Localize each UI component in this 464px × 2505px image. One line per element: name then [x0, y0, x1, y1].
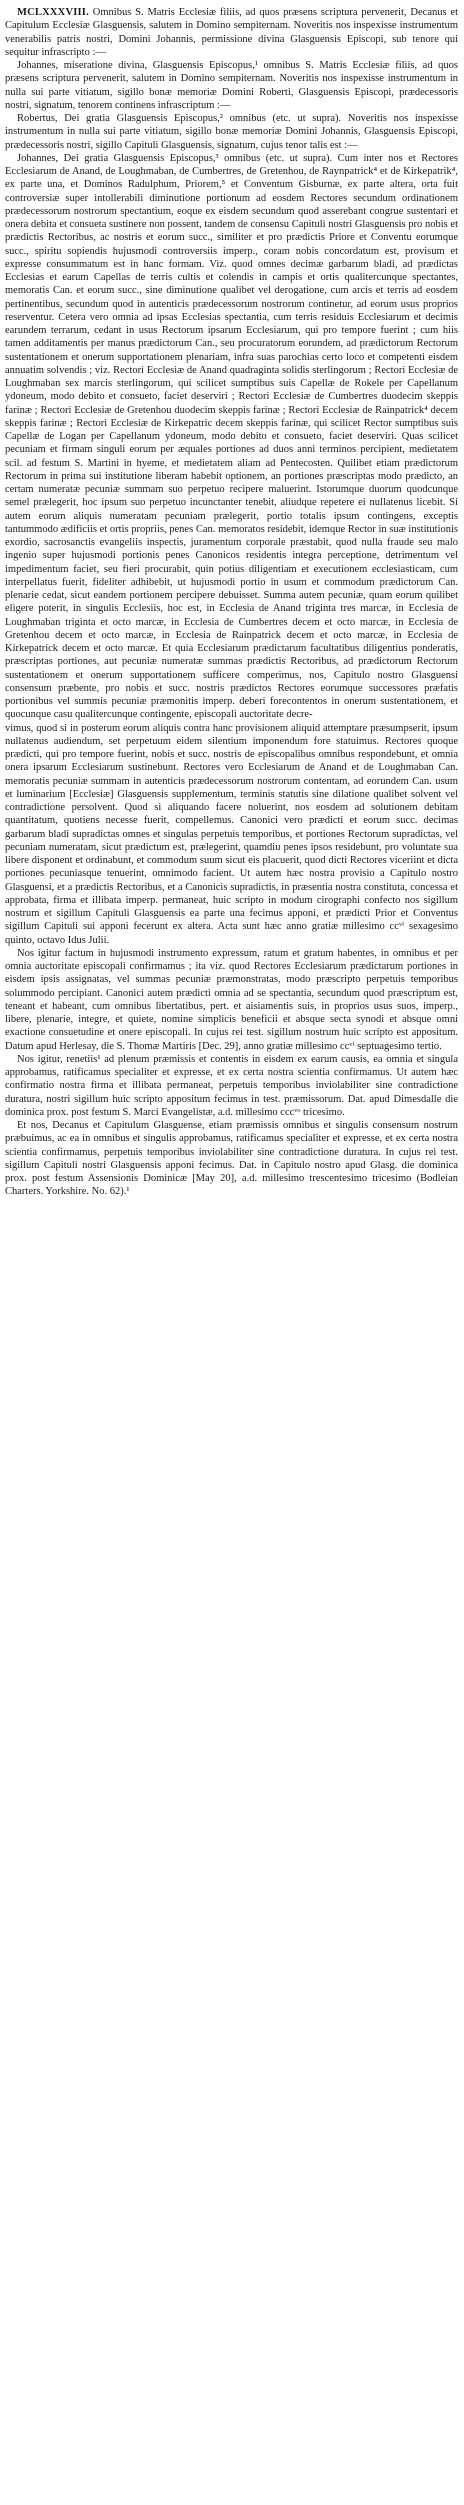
charter-paragraph: Et nos, Decanus et Capitulum Glasguense, etiam præmissis omnibus et singulis consensum nostrum præbuimus, ac ea in omnibus et singulis approbamus, ratificamus specialiter et expresse, et ex certa nostra scientia confirmamus, perpetuis temporibus inviolabiliter sine contradictione duratura. In cujus rei test. sigillum Capituli nostri Glasguensis apponi fecimus. Dat. in Capitulo nostro apud Glasg. die dominica prox. post festum Assensionis Dominicæ [May 20], a.d. millesimo trescentesimo tricesimo (Bodleian Charters. Yorkshire. No. 62).¹ [5, 1120, 458, 1198]
charter-number: MCLXXXVIII. [17, 7, 89, 18]
charter-paragraph: vimus, quod si in posterum eorum aliquis contra hanc provisionem aliquid attemptare præsumpserit, ipsum nullatenus audiendum, set perpetuum eidem silentium imponendum fore statuimus. Rectores quoque prædicti, qui pro tempore fuerint, nobis et succ. nostris de episcopalibus omnibus respondebunt, et omnia onera ipsarum Ecclesiarum sustinebunt. Rectores vero Ecclesiarum de Anand et de Loughmaban Can. memoratis pecuniæ summam in autenticis prædecessorum nostrorum contentam, ad eorundem Can. usum et luminarium [Ecclesiæ] Glasguensis supplementum, terminis statutis sine dilatione qualibet solvent vel contradictione persolvent. Quod si aliquando facere noluerint, nos eosdem ad solutionem debitam quantitatum, quotiens necesse fuerit, compellemus. Canonici vero prædicti et eorum succ. decimas garbarum bladi supradictas omnes et singulas perpetuis temporibus, et portiones Rectorum supradictas, vel pecuniam numeratam, sicut prædictum est, prælegerint, quamdiu penes ipsos residebunt, pro voluntate sua libere disponent et ordinabunt, et commodum suum sicut eis placuerit, quod dicti Rectores viceriint et dicta portiones pecuniasque tenuerint, omnimodo facient. Ut autem hæc nostra provisio a Capitulo nostro Glasguensi, et a prædictis Rectoribus, et a Canonicis supradictis, in præsentia nostra constituta, concessa et approbata, firma et illibata imperp. permaneat, huic scripto in modum cirographi confecto nos sigillum nostrum et sigillum Capituli Glasguensis ea parte una fecimus apponi, et prædicti Prior et Conventus sigillum Capituli sui apponi fecerunt ex altera. Acta sunt hæc anno gratiæ millesimo ccᵛⁱ sexagesimo quinto, octavo Idus Julii. [5, 722, 458, 946]
charter-paragraph: Johannes, miseratione divina, Glasguensis Episcopus,¹ omnibus S. Matris Ecclesiæ filiis, ad quos præsens scriptura pervenerit, salutem in Domino sempiternam. Noveritis nos inspexisse instrumentum in nulla sui parte vitiatum, sigillo bonæ memoriæ Domini Roberti, Glasguensis Episcopi, prædecessoris nostri, signatum, tenorem continens infrascriptum :— [5, 60, 458, 111]
charter-paragraph: Nos igitur factum in hujusmodi instrumento expressum, ratum et gratum habentes, in omnibus et per omnia auctoritate episcopali confirmamus ; ita viz. quod Rectores Ecclesiarum prædictarum portiones in eisdem ipsis assignatas, vel summas pecuniæ præmonstratas, modo præscripto perpetuis temporibus solummodo percipiant. Canonici autem prædicti omnia ad se spectantia, secundum quod præscriptum est, teneant et habeant, cum omnibus libertatibus, pert. et aisiamentis suis, in proprios usus suos, imperp., libere, plenarie, integre, et quiete, nomine simplicis beneficii et absque secta synodi et absque omni exactione consuetudine et onere episcopali. In cujus rei test. sigillum nostrum huic scripto est appositum. Datum apud Herlesay, die S. Thomæ Martiris [Dec. 29], anno gratiæ millesimo ccᵛⁱ septuagesimo tertio. [5, 947, 458, 1052]
paragraph-text: Omnibus S. Matris Ecclesiæ filiis, ad quos præsens scriptura pervenerit, Decanus et Capitulum Ecclesiæ Glasguensis, salutem in Domino sempiternam. Noveritis nos inspexisse instrumentum venerabilis patris nostri, Domini Johannis, permissione divina Glasguensis Episcopi, sub tenore qui sequitur infrascripto :— [5, 7, 458, 58]
charter-paragraph: Nos igitur, renetiis¹ ad plenum præmissis et contentis in eisdem ex earum causis, ea omnia et singula approbamus, ratificamus specialiter et expresse, et ex certa nostra scientia confirmamus. Ut autem hæc confirmatio nostra firma et illibata permaneat, perpetuis temporibus inviolabiliter sine contradictione duratura, nostri sigillum huic scripto appositum fecimus in test. præmissorum. Dat. apud Dimesdalle die dominica prox. post festum S. Marci Evangelistæ, a.d. millesimo cccᵛᵒ tricesimo. [5, 1053, 458, 1118]
charter-paragraph: Johannes, Dei gratia Glasguensis Episcopus,³ omnibus (etc. ut supra). Cum inter nos et Rectores Ecclesiarum de Anand, de Loughmaban, de Cumbertres, de Gretenhou, de Raynpatrick⁴ et de Kirkepatrik⁴, ex parte una, et Dominos Radulphum, Priorem,⁵ et Conventum Gisburnæ, ex parte altera, orta fuit controversiæ super intollerabili diminutione portionum ad eosdem Rectores secundum ordinationem prædecessorum nostrorum spectantium, eoque ex eisdem secundum quod asserebant congrue sustentari et onera debita et consueta sustinere non possent, tandem de consensu Capituli nostri Glasguensis pro nobis et prædictis Rectoribus, ac nostris et eorum succ., similiter et pro prædictis Priore et Conventu eorumque succ., spiritu sopiendis hujusmodi controversiis imperp., coram nobis concordatum est, provisum et expresse consummatum est in hanc formam. Viz. quod omnes decimæ garbarum bladi, ad prædictas Ecclesias et earum Capellas de terris cultis et colendis in campis et ortis qualitercunque spectantes, memoratis Can. et eorum succ., sine diminutione qualibet vel derogatione, cum arcis et terris ad eosdem pertinentibus, secundum quod in autenticis prædecessorum nostrorum continetur, ad eorum usus proprios reserventur. Cetera vero omnia ad ipsas Ecclesias spectantia, cum terris residuis Ecclesiarum et decimis earundem terrarum, cedant in usus Rectorum ipsarum Ecclesiarum, qui pro tempore fuerint ; cum hiis tamen additamentis per manus prædictorum Can., seu procuratorum eorundem, ad prædictorum Rectorum sustentationem et onerum supportationem plenariam, infra suas parochias certo loco et competenti eisdem annuatim solvendis ; viz. Rectori Ecclesiæ de Anand quadraginta solidis sterlingorum ; Rectori Ecclesiæ de Loughmaban sex marcis sterlingorum, qui scilicet sumptibus suis Capellæ de Rokele per Capellanum ydoneum, modo debito et consueto, faciet deserviri ; Rectori Ecclesiæ de Cumbertres duodecim skeppis farinæ ; Rectori Ecclesiæ de Gretenhou duodecim skeppis farinæ ; Rectori Ecclesiæ de Rainpatrick⁴ decem skeppis farinæ ; Rectori Ecclesiæ de Kirkepatric decem skeppis farinæ, qui scilicet Rector sumptibus suis Capellæ de Logan per Capellanum ydoneum, modo debito et consueto, faciet deserviri. Quas scilicet pecuniam et firmam singuli eorum per æquales portiones ad duos anni terminos percipient, medietatem scil. ad festum S. Martini in hyeme, et medietatem aliam ad Pentecosten. Quilibet etiam prædictorum Rectorum in prima sui institutione liberam habebit optionem, an portiones præscriptas modo prædicto, an certam numeratæ pecuniæ summam suo perpetuo recipere maluerint. Istorumque duorum quodcunque semel prælegerit, hoc ipsum suo perpetuo incunctanter tenebit, aliudque repetere ei nullatenus licebit. Si autem eorum aliquis numeratam pecuniam prælegerit, portio totalis ipsum contingens, exceptis tantummodo ædificiis et ortis propriis, penes Can. memoratos residebit, idemque Rector in suæ institutionis exordio, sacrosanctis evangeliis inspectis, juramentum corporale præstabit, quod nulla fraude seu malo ingenio super hujusmodi portionis penes Canonicos residentis integra perceptione, detrimentum vel impedimentum faciet, seu fieri procurabit, quin potius diligentiam et executionem ecclesiasticam, cum interpellatus fuerit, fideliter adhibebit, ut hujusmodi portio in usum et commodum prædictorum Can. plenarie cedat, sicut eandem portionem percipere debuisset. Summa autem pecuniæ, quam eorum quilibet eligere poterit, in singulis Ecclesiis, hoc est, in Ecclesia de Anand triginta tres marcæ, in Ecclesia de Loughmaban triginta et octo marcæ, in Ecclesia de Cumbertres decem et octo marcæ, in Ecclesia de Gretenhou decem et octo marcæ, in Ecclesia de Rainpatrick decem et octo marcæ, in Ecclesia de Kirkepatrick decem et octo marcæ. Et quia Ecclesiarum prædictarum facultatibus diligentius ponderatis, præscriptas portiones, aut pecuniæ numeratæ summas prædictis Rectoribus, ad prædictorum Rectorum sustentationem et onerum supportationem sufficere comperimus, nos, Capitulo nostro Glasguensi consensum præbente, pro nobis et succ. nostris prædictos Rectores eorumque successores præfatis portionibus vel summis pecuniæ præmonitis imperp. deberi forecontentos in onerum sustentationem, et quocunque casu qualitercunque contingente, episcopali auctoritate decre- [5, 152, 458, 721]
charter-paragraph: Robertus, Dei gratia Glasguensis Episcopus,² omnibus (etc. ut supra). Noveritis nos inspexisse instrumentum in nulla sui parte vitiatum, sigillo bonæ memoriæ Domini Johannis, Glasguensis Episcopi, prædecessoris nostri, sigillo Capituli Glasguensis, signatum, cujus tenor talis est :— [5, 113, 458, 151]
charter-paragraph-opening [5, 6, 458, 59]
